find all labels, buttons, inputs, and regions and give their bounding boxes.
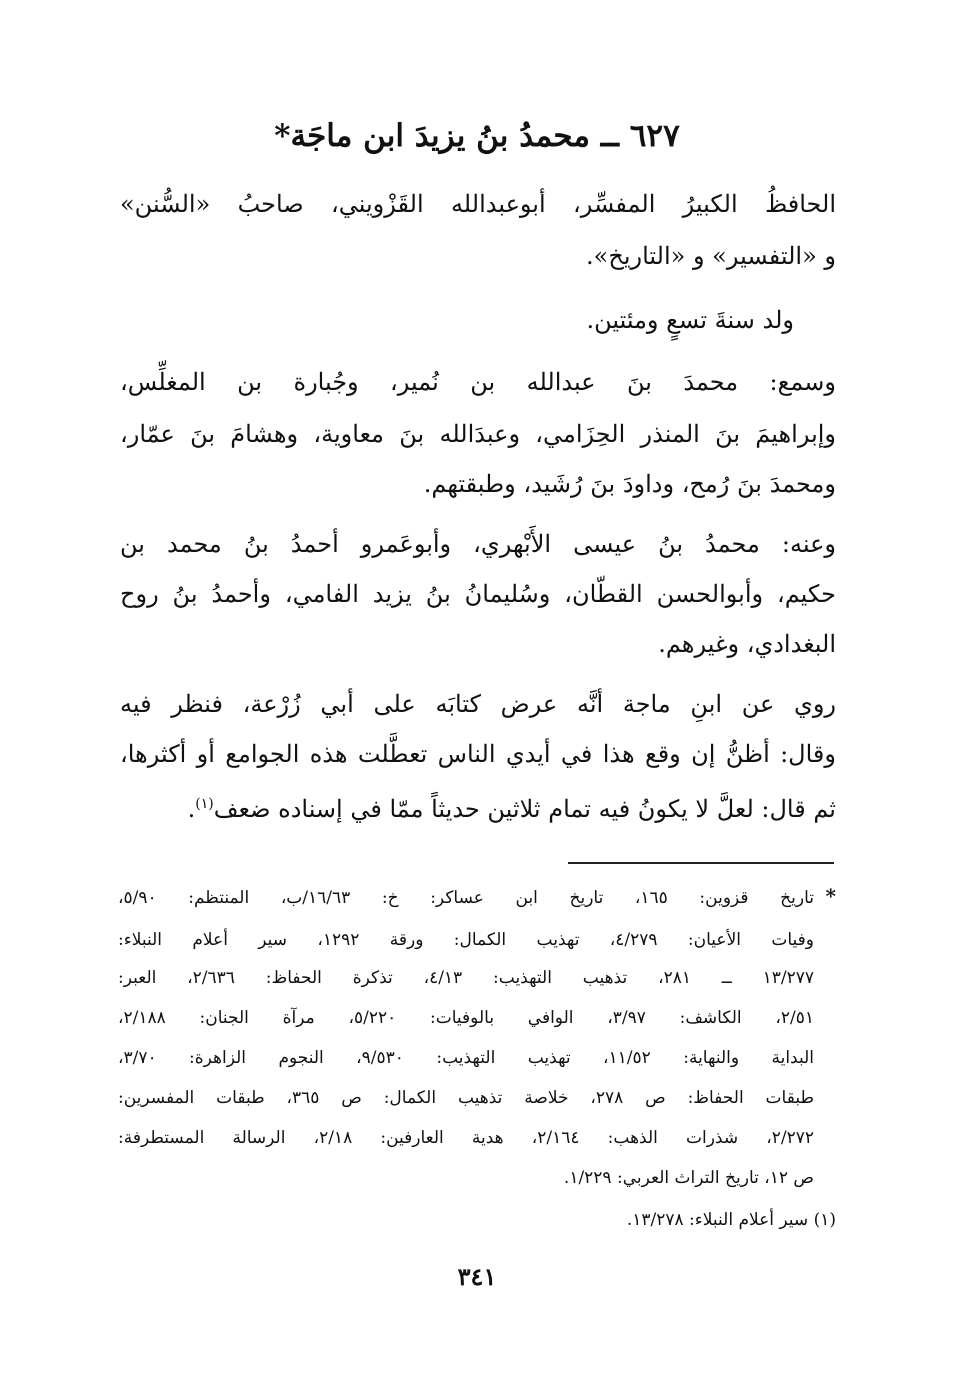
footnote-star: * <box>825 884 836 908</box>
footnote-1: (١) سير أعلام النبلاء: ١٣/٢٧٨. <box>626 1210 836 1230</box>
text-line-body: ثم قال: لعلَّ لا يكونُ فيه تمام ثلاثين حديثاً ممّا في إسناده ضعف <box>213 795 836 823</box>
footnote-line: ٢/٥١، الكاشف: ٣/٩٧، الوافي بالوفيات: ٥/٢٢٠، مرآة الجنان: ٢/١٨٨، <box>118 1008 814 1028</box>
text-line: روي عن ابنِ ماجة أنَّه عرض كتابَه على أبي زُرْعة، فنظر فيه <box>120 690 836 718</box>
footnote-line: ص ١٢، تاريخ التراث العربي: ١/٢٢٩. <box>563 1168 814 1188</box>
text-line: وعنه: محمدُ بنُ عيسى الأَبْهري، وأبوعَمرو أحمدُ بنُ محمد بن <box>120 530 836 558</box>
text-line: ومحمدَ بنَ رُمح، وداودَ بنَ رُشَيد، وطبقتهم. <box>423 470 836 498</box>
text-line: ولد سنةَ تسعٍ ومئتين. <box>586 306 794 334</box>
footnote-line: وفيات الأعيان: ٤/٢٧٩، تهذيب الكمال: ورقة ١٢٩٢، سير أعلام النبلاء: <box>118 930 814 950</box>
footnote-line: تاريخ قزوين: ١٦٥، تاريخ ابن عساكر: خ: ١٦/٦٣/ب، المنتظم: ٥/٩٠، <box>118 888 814 908</box>
text-line: البغدادي، وغيرهم. <box>658 630 836 658</box>
text-line: وقال: أظنُّ إن وقع هذا في أيدي الناس تعطَّلت هذه الجوامع أو أكثرها، <box>120 740 836 768</box>
text-line: وسمع: محمدَ بنَ عبدالله بن نُمير، وجُبارة بن المغلِّس، <box>120 368 836 396</box>
footnote-line: ١٣/٢٧٧ ــ ٢٨١، تذهيب التهذيب: ٤/١٣، تذكرة الحفاظ: ٢/٦٣٦، العبر: <box>118 968 814 988</box>
text-line: و «التفسير» و «التاريخ». <box>586 242 836 270</box>
footnote-line: طبقات الحفاظ: ص ٢٧٨، خلاصة تذهيب الكمال: ص ٣٦٥، طبقات المفسرين: <box>118 1088 814 1108</box>
page-number: ٣٤١ <box>457 1262 497 1291</box>
text-line: حكيم، وأبوالحسن القطّان، وسُليمانُ بنُ يزيد الفامي، وأحمدُ بنُ روح <box>120 580 836 608</box>
footnote-ref: (١) <box>195 796 214 812</box>
footnote-separator <box>568 862 834 864</box>
footnote-line: البداية والنهاية: ١١/٥٢، تهذيب التهذيب: ٩/٥٣٠، النجوم الزاهرة: ٣/٧٠، <box>118 1048 815 1068</box>
text-line-end: . <box>187 795 196 823</box>
text-line: وإبراهيمَ بنَ المنذر الحِزَامي، وعبدَالله بنَ معاوية، وهشامَ بنَ عمّار، <box>120 420 837 448</box>
entry-title: ٦٢٧ ــ محمدُ بنُ يزيدَ ابن ماجَة* <box>274 118 680 154</box>
text-line <box>120 784 836 829</box>
text-line: الحافظُ الكبيرُ المفسِّر، أبوعبدالله القَزْويني، صاحبُ «السُّنن» <box>120 190 836 218</box>
footnote-line: ٢/٢٧٢، شذرات الذهب: ٢/١٦٤، هدية العارفين: ٢/١٨، الرسالة المستطرفة: <box>118 1128 814 1148</box>
